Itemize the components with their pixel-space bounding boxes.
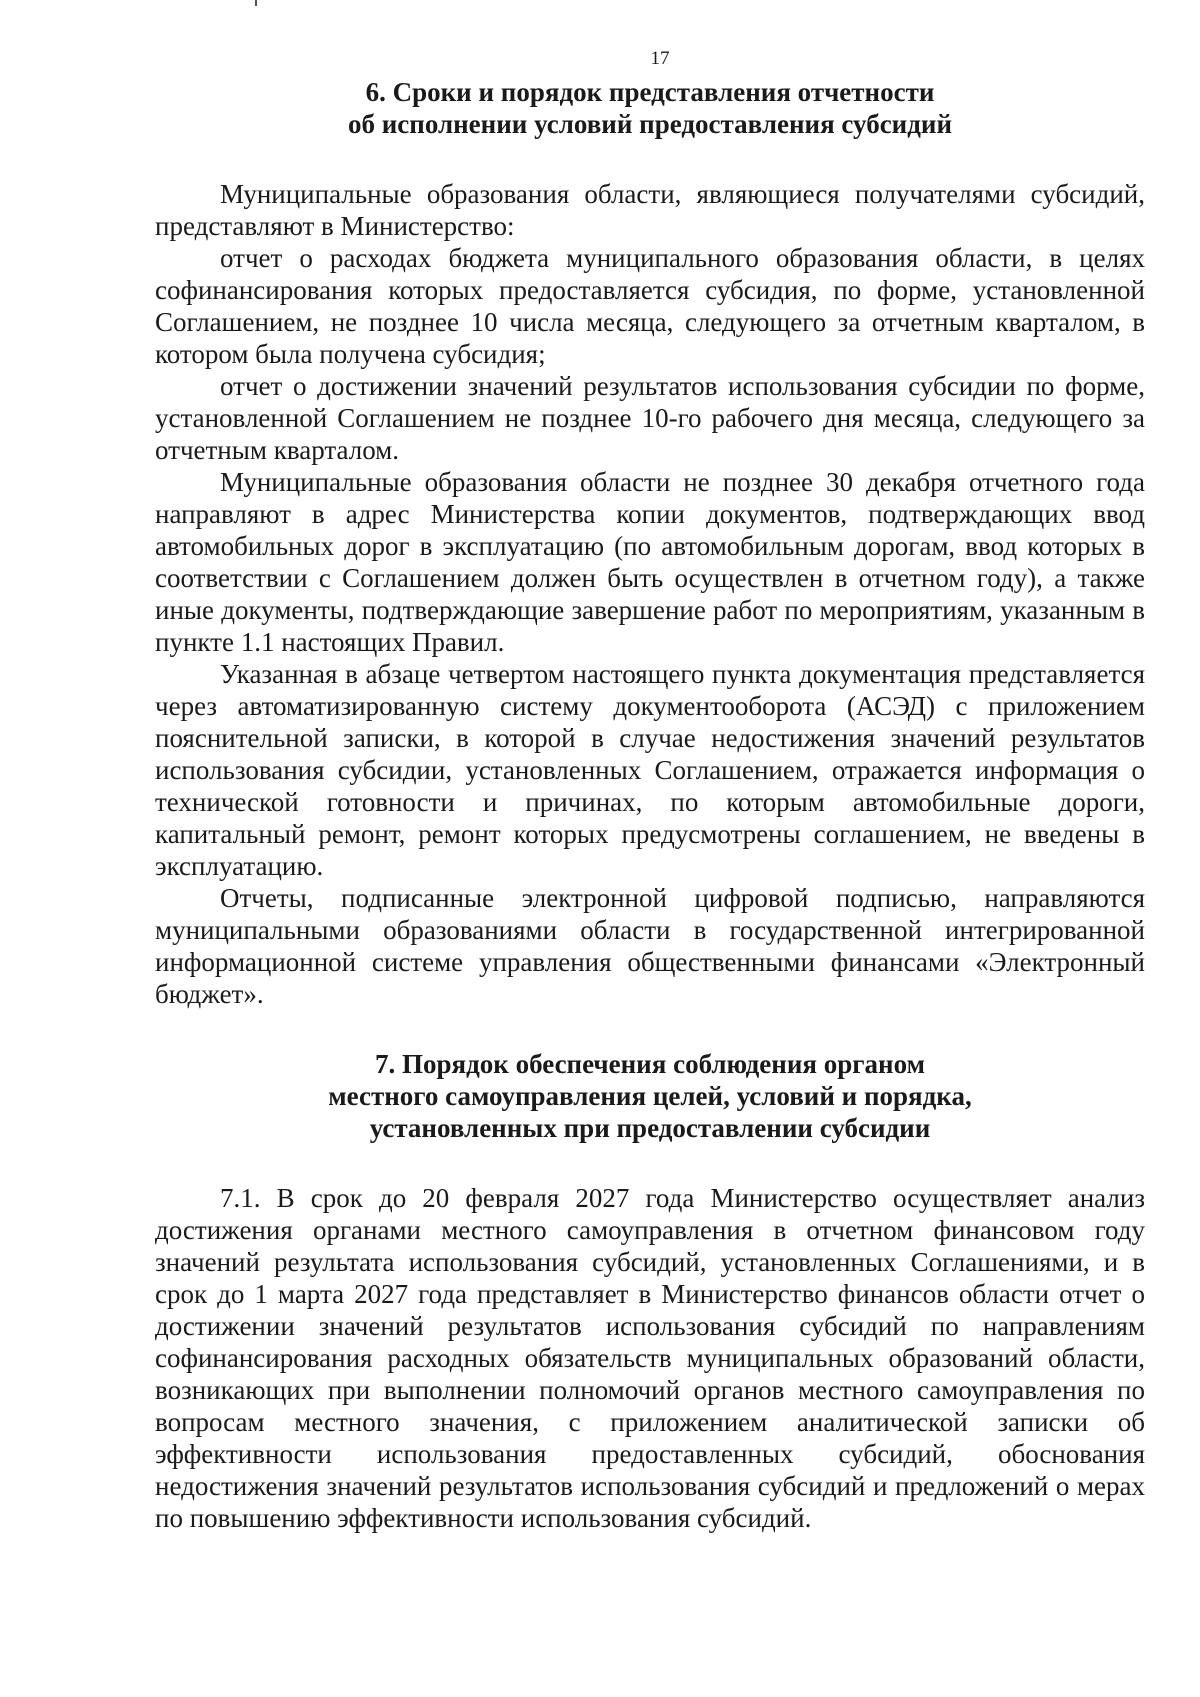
paragraph: Указанная в абзаце четвертом настоящего пункта документация представляется через автоматизированную систему документооборота (АСЭД) с приложением пояснительной записки, в которой в случае недостижения значений результатов использования субсидии, установленных Соглашением, отражается информация о технической готовности и причинах, по которым автомобильные дороги, капитальный ремонт, ремонт которых предусмотрены соглашением, не введены в эксплуатацию. <box>155 659 1145 881</box>
heading-line: местного самоуправления целей, условий и порядка, <box>328 1081 972 1111</box>
section-6-heading <box>155 76 1145 140</box>
paragraph: Муниципальные образования области, являющиеся получателями субсидий, представляют в Министерство: <box>155 179 1145 241</box>
heading-line: установленных при предоставлении субсидии <box>369 1113 931 1143</box>
paragraph: 7.1. В срок до 20 февраля 2027 года Министерство осуществляет анализ достижения органами местного самоуправления в отчетном финансовом году значений результата использования субсидий, установленных Соглашениями, и в срок до 1 марта 2027 года представляет в Министерство финансов области отчет о достижении значений результатов использования субсидий по направлениям софинансирования расходных обязательств муниципальных образований области, возникающих при выполнении полномочий органов местного самоуправления по вопросам местного значения, с приложением аналитической записки об эффективности использования предоставленных субсидий, обоснования недостижения значений результатов использования субсидий и предложений о мерах по повышению эффективности использования субсидий. <box>155 1183 1145 1533</box>
document-page <box>155 48 1145 1534</box>
page-number: 17 <box>650 48 670 69</box>
section-7-heading <box>155 1048 1145 1144</box>
heading-line: 6. Сроки и порядок представления отчетности <box>365 77 935 107</box>
heading-line: об исполнении условий предоставления субсидий <box>347 109 953 139</box>
scan-artifact <box>255 0 257 6</box>
paragraph: Отчеты, подписанные электронной цифровой подписью, направляются муниципальными образованиями области в государственной интегрированной информационной системе управления общественными финансами «Электронный бюджет». <box>155 883 1145 1009</box>
heading-line: 7. Порядок обеспечения соблюдения органом <box>375 1049 925 1079</box>
paragraph: отчет о достижении значений результатов использования субсидии по форме, установленной Соглашением не позднее 10-го рабочего дня месяца, следующего за отчетным кварталом. <box>155 371 1145 465</box>
paragraph: отчет о расходах бюджета муниципального образования области, в целях софинансирования которых предоставляется субсидия, по форме, установленной Соглашением, не позднее 10 числа месяца, следующего за отчетным кварталом, в котором была получена субсидия; <box>155 243 1145 369</box>
paragraph: Муниципальные образования области не позднее 30 декабря отчетного года направляют в адрес Министерства копии документов, подтверждающих ввод автомобильных дорог в эксплуатацию (по автомобильным дорогам, ввод которых в соответствии с Соглашением должен быть осуществлен в отчетном году), а также иные документы, подтверждающие завершение работ по мероприятиям, указанным в пункте 1.1 настоящих Правил. <box>155 467 1145 657</box>
